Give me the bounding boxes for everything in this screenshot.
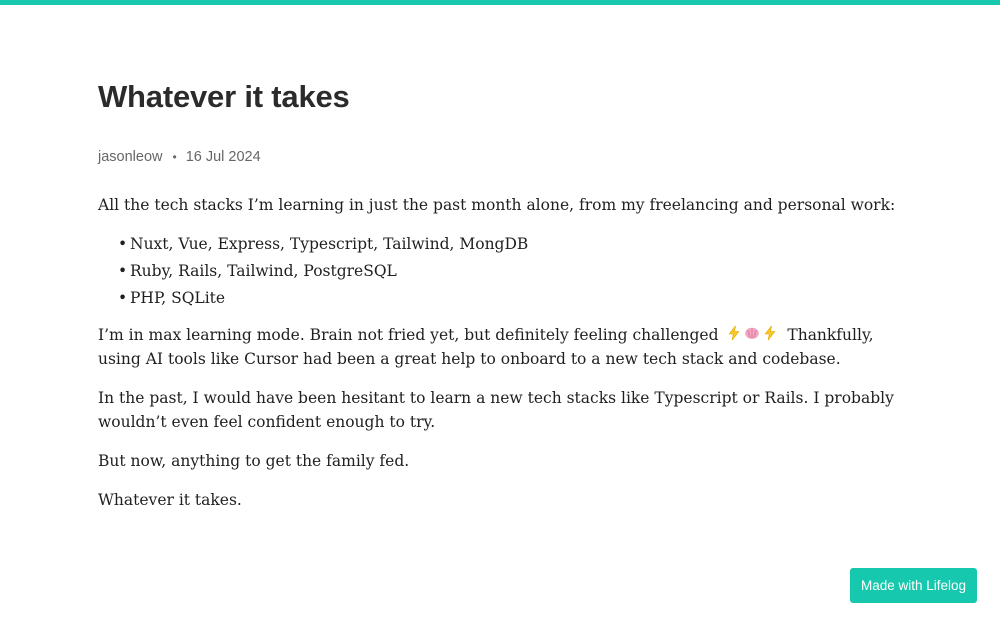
- emoji-group: [726, 325, 778, 341]
- author-name: jasonleow: [98, 149, 163, 165]
- list-item-text: Nuxt, Vue, Express, Typescript, Tailwind, MongDB: [130, 235, 529, 253]
- intro-paragraph: All the tech stacks I’m learning in just the past month alone, from my freelancing and personal work:: [98, 196, 896, 214]
- closing-paragraph: Whatever it takes.: [98, 491, 242, 509]
- bullet: •: [118, 289, 128, 307]
- list-item: [118, 232, 898, 256]
- now-paragraph: But now, anything to get the family fed.: [98, 452, 410, 470]
- post-date: 16 Jul 2024: [185, 149, 261, 165]
- lightning-icon: [762, 325, 778, 341]
- tech-stack-list: [98, 232, 898, 310]
- list-item: [118, 286, 898, 310]
- list-item-text: Ruby, Rails, Tailwind, PostgreSQL: [130, 262, 397, 280]
- article: [98, 78, 898, 527]
- bullet: •: [118, 262, 128, 280]
- learning-text-before: I’m in max learning mode. Brain not fried yet, but definitely feeling challenged: [98, 326, 719, 344]
- lightning-icon: [726, 325, 742, 341]
- list-item: [118, 259, 898, 283]
- list-item-text: PHP, SQLite: [130, 289, 226, 307]
- post-meta: [98, 147, 898, 167]
- top-accent-bar: [0, 0, 1000, 5]
- brain-icon: [744, 325, 760, 341]
- meta-separator: •: [172, 150, 177, 164]
- bullet: •: [118, 235, 128, 253]
- learning-text-after: Thankfully, using AI tools like Cursor had been a great help to onboard to a new tech stack and codebase.: [98, 326, 874, 368]
- post-content: [98, 193, 898, 512]
- page-title: Whatever it takes: [98, 79, 350, 114]
- made-with-lifelog-button[interactable]: Made with Lifelog: [850, 568, 977, 603]
- learning-paragraph: [98, 323, 898, 371]
- past-paragraph: In the past, I would have been hesitant to learn a new tech stacks like Typescript or Rails. I probably wouldn’t even feel confident enough to try.: [98, 389, 894, 431]
